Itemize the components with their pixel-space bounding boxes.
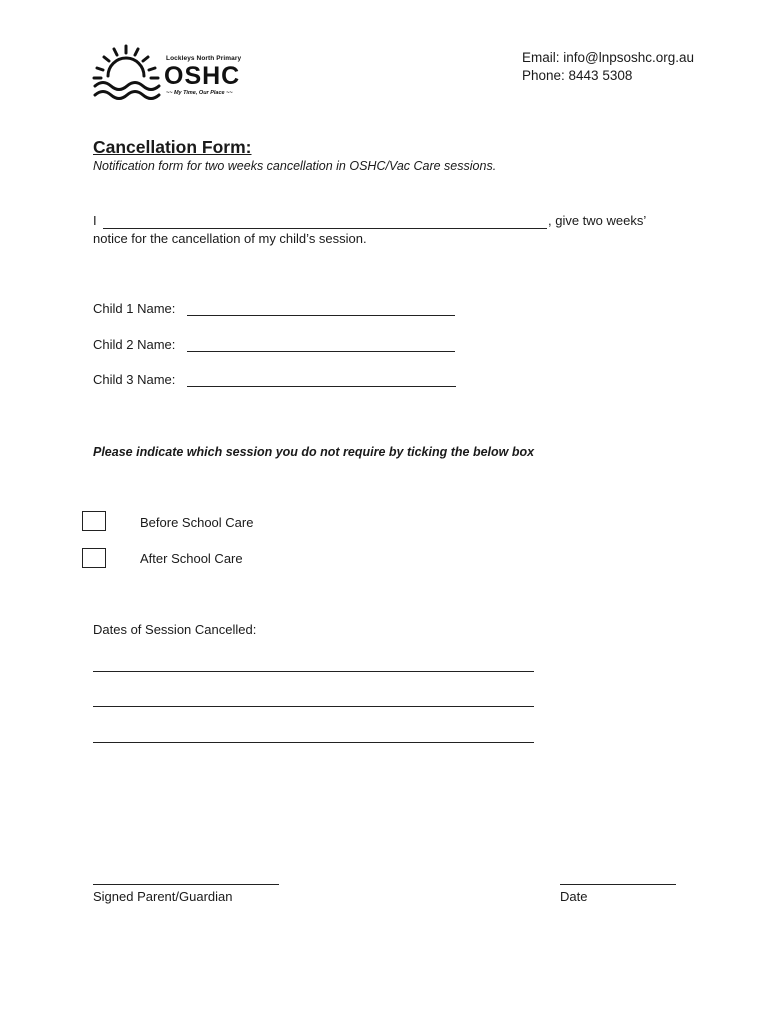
- form-title: Cancellation Form:: [93, 137, 252, 157]
- after-school-care-checkbox[interactable]: [82, 548, 106, 568]
- date-signed-label: Date: [560, 889, 588, 904]
- dates-label: Dates of Session Cancelled:: [93, 622, 257, 637]
- logo-brand: OSHC: [164, 62, 241, 90]
- date-field-2[interactable]: [93, 706, 534, 707]
- date-field-3[interactable]: [93, 742, 534, 743]
- child-2-name-field[interactable]: [187, 351, 455, 352]
- form-subtitle: Notification form for two weeks cancellation in OSHC/Vac Care sessions.: [93, 159, 497, 173]
- before-school-care-checkbox[interactable]: [82, 511, 106, 531]
- date-field-1[interactable]: [93, 671, 534, 672]
- child-2-label: Child 2 Name:: [93, 337, 176, 352]
- session-instruction: Please indicate which session you do not require by ticking the below box: [93, 445, 535, 459]
- child-1-name-field[interactable]: [187, 315, 455, 316]
- contact-block: [522, 49, 694, 85]
- parent-name-field[interactable]: [103, 228, 547, 229]
- notice-suffix: , give two weeks’: [548, 213, 647, 228]
- notice-line-2: notice for the cancellation of my child’s session.: [93, 231, 367, 246]
- sun-waves-icon: [92, 42, 162, 102]
- before-school-care-label: Before School Care: [140, 515, 254, 530]
- contact-email: Email: info@lnpsoshc.org.au: [522, 50, 695, 65]
- logo-tagline: ~~ My Time, Our Place ~~: [166, 90, 233, 96]
- child-3-label: Child 3 Name:: [93, 372, 176, 387]
- child-3-name-field[interactable]: [187, 386, 456, 387]
- logo-school-name: Lockleys North Primary: [166, 55, 242, 62]
- signature-field[interactable]: [93, 884, 279, 885]
- child-1-label: Child 1 Name:: [93, 301, 176, 316]
- date-signed-field[interactable]: [560, 884, 676, 885]
- notice-prefix: I: [93, 213, 97, 228]
- after-school-care-label: After School Care: [140, 551, 243, 566]
- signature-label: Signed Parent/Guardian: [93, 889, 233, 904]
- contact-phone: Phone: 8443 5308: [522, 68, 633, 83]
